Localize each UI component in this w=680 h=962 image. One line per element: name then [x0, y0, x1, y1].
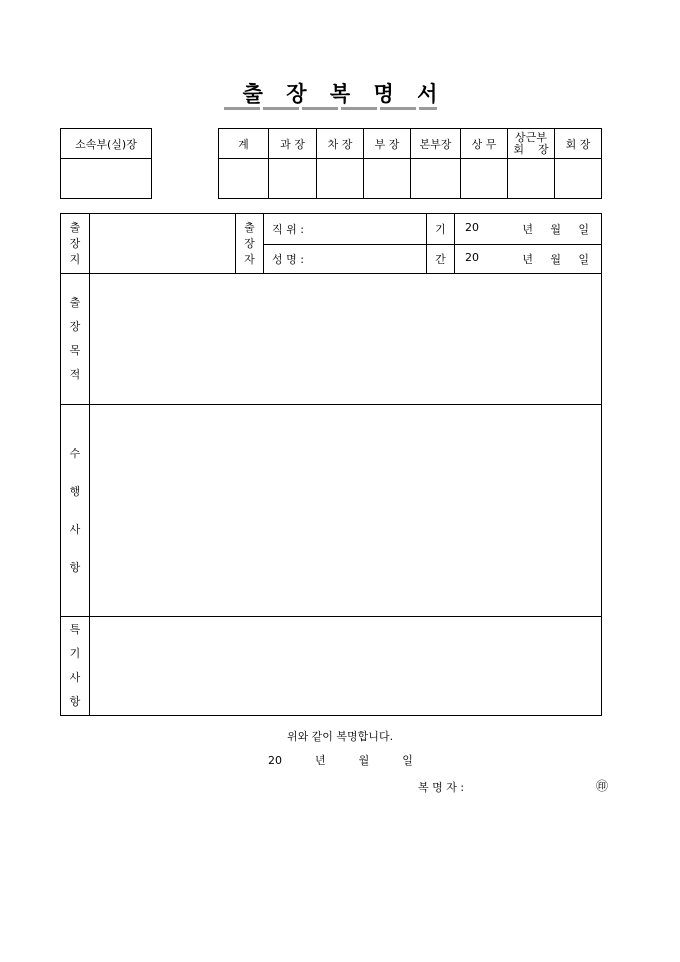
- destination-field[interactable]: [90, 214, 236, 274]
- approval-sign-cell[interactable]: [411, 159, 461, 199]
- period-end-y: 년: [522, 253, 533, 266]
- title-underline: [341, 107, 377, 110]
- approval-sign-cell[interactable]: [364, 159, 411, 199]
- title-char: 서: [417, 81, 438, 106]
- position-field[interactable]: [264, 214, 427, 245]
- date-m: 월: [358, 754, 370, 767]
- approval-header: 부 장: [364, 129, 411, 159]
- name-label: 성 명 :: [272, 253, 304, 266]
- approval-header: 상 무: [461, 129, 508, 159]
- approval-sign-cell[interactable]: [269, 159, 317, 199]
- period-end-year: 20: [465, 251, 479, 264]
- remarks-field[interactable]: [90, 617, 602, 716]
- document-title: [0, 78, 680, 108]
- period-start-field[interactable]: [455, 214, 602, 245]
- approval-header: 차 장: [317, 129, 364, 159]
- approval-header: 계: [219, 129, 269, 159]
- period-start-d: 일: [578, 223, 589, 236]
- position-label: 직 위 :: [272, 223, 304, 236]
- date-line: [268, 752, 413, 768]
- approval-header: 본부장: [411, 129, 461, 159]
- period-label-top: 기: [427, 214, 455, 245]
- approval-header: 회 장: [555, 129, 602, 159]
- name-field[interactable]: [264, 245, 427, 274]
- dept-head-label: 소속부(실)장: [61, 129, 152, 159]
- closing-statement: 위와 같이 복명합니다.: [286, 730, 394, 743]
- period-start-year: 20: [465, 221, 479, 234]
- period-start-y: 년: [522, 223, 533, 236]
- seal-icon: ㊞: [596, 779, 609, 793]
- title-underline: [302, 107, 338, 110]
- purpose-label: 출 장 목 적: [61, 274, 90, 405]
- title-underline: [419, 107, 437, 110]
- title-underline: [380, 107, 416, 110]
- approval-special-top: 상근부: [515, 130, 547, 144]
- title-char: 출: [242, 81, 263, 106]
- approval-special-bottom: 회 장: [513, 142, 549, 156]
- traveler-label: 출 장 자: [236, 214, 264, 274]
- approval-sign-cell[interactable]: [555, 159, 602, 199]
- title-underline: [224, 107, 260, 110]
- main-form: [60, 213, 602, 716]
- date-y: 년: [315, 754, 326, 767]
- destination-label: 출 장 지: [61, 214, 90, 274]
- remarks-label: 특 기 사 항: [61, 617, 90, 716]
- reporter-label: 복 명 자 :: [418, 781, 465, 794]
- period-end-field[interactable]: [455, 245, 602, 274]
- title-char: 복: [329, 81, 351, 106]
- period-label-bottom: 간: [427, 245, 455, 274]
- approval-sign-cell[interactable]: [508, 159, 555, 199]
- date-year: 20: [268, 754, 282, 767]
- approval-sign-cell[interactable]: [317, 159, 364, 199]
- approval-header: 과 장: [269, 129, 317, 159]
- activities-label: 수 행 사 항: [61, 405, 90, 617]
- dept-head-box: [60, 128, 152, 199]
- period-start-m: 월: [550, 223, 561, 236]
- title-char: 명: [373, 81, 394, 106]
- date-d: 일: [402, 754, 413, 767]
- approval-header-special: [508, 129, 555, 159]
- title-underline: [263, 107, 299, 110]
- approval-table: [218, 128, 602, 199]
- approval-sign-cell[interactable]: [461, 159, 508, 199]
- purpose-field[interactable]: [90, 274, 602, 405]
- period-end-m: 월: [550, 253, 561, 266]
- activities-field[interactable]: [90, 405, 602, 617]
- title-char: 장: [286, 81, 307, 106]
- period-end-d: 일: [578, 253, 589, 266]
- approval-sign-cell[interactable]: [219, 159, 269, 199]
- dept-head-signature-cell[interactable]: [61, 159, 152, 199]
